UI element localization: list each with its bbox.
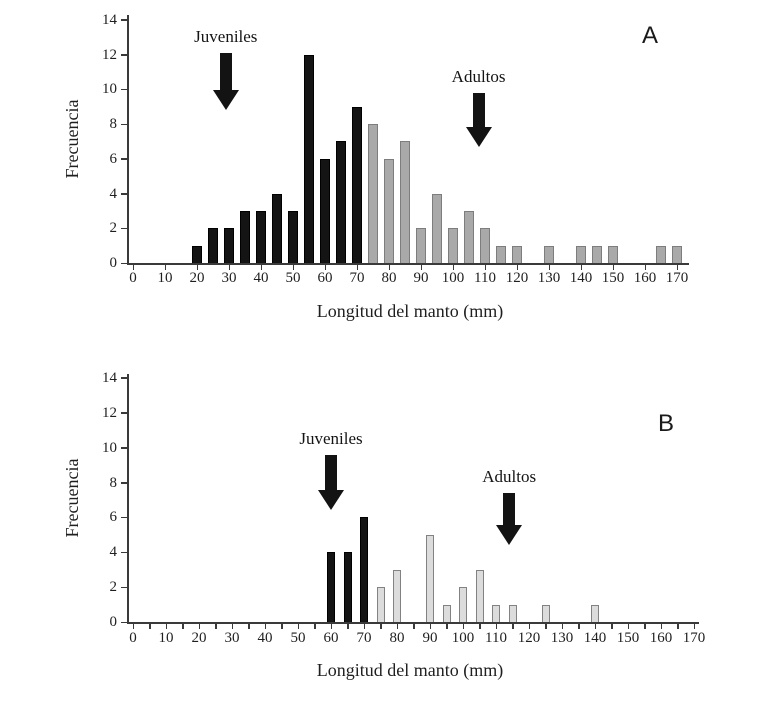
adultos-down-arrow-head-icon — [496, 525, 522, 545]
x-tick-label: 10 — [157, 270, 173, 286]
bar-adultos-95mm — [443, 605, 451, 622]
bar-adultos-115mm — [509, 605, 517, 622]
x-tick-label: 130 — [537, 270, 561, 286]
y-tick-label: 4 — [109, 544, 117, 561]
x-tick-label: 90 — [422, 630, 438, 646]
y-tick-label: 14 — [102, 11, 117, 28]
y-tick-label: 12 — [102, 404, 117, 421]
juveniles-annotation-label: Juveniles — [299, 428, 363, 448]
y-axis-title: Frecuencia — [62, 458, 82, 538]
x-tick-label: 10 — [158, 630, 174, 646]
x-tick-label: 110 — [474, 270, 496, 286]
y-tick-label: 6 — [109, 509, 117, 526]
y-tick-label: 6 — [109, 150, 117, 167]
bar-adultos-75mm — [377, 587, 385, 622]
y-tick-mark — [121, 622, 127, 624]
x-tick-label: 100 — [451, 630, 475, 646]
bar-adultos-90mm — [426, 535, 434, 622]
y-tick-mark — [121, 587, 127, 589]
y-tick-mark — [121, 482, 127, 484]
bar-adultos-80mm — [393, 570, 401, 622]
x-tick-label: 140 — [583, 630, 607, 646]
x-tick-label: 170 — [682, 630, 706, 646]
x-tick-label: 50 — [290, 630, 306, 646]
x-tick-label: 60 — [323, 630, 339, 646]
y-tick-label: 4 — [109, 185, 117, 202]
panel-letter-b: B — [658, 410, 675, 437]
x-tick-label: 20 — [191, 630, 207, 646]
x-tick-label: 30 — [221, 270, 237, 286]
y-tick-mark — [121, 447, 127, 449]
bar-adultos-125mm — [542, 605, 550, 622]
bar-juveniles-65mm — [344, 552, 352, 622]
bar-adultos-140mm — [591, 605, 599, 622]
x-tick-label: 30 — [224, 630, 240, 646]
x-tick-label: 150 — [616, 630, 640, 646]
x-tick-label: 140 — [569, 270, 593, 286]
y-axis — [127, 374, 129, 623]
juveniles-annotation-label: Juveniles — [194, 26, 258, 46]
x-tick-label: 120 — [517, 630, 541, 646]
x-tick-label: 40 — [253, 270, 269, 286]
y-axis-title: Frecuencia — [62, 99, 82, 179]
x-axis-title: Longitud del manto (mm) — [316, 660, 504, 680]
y-tick-label: 8 — [109, 116, 117, 133]
y-tick-label: 8 — [109, 474, 117, 491]
bar-juveniles-60mm — [327, 552, 335, 622]
x-axis-title: Longitud del manto (mm) — [316, 301, 504, 321]
x-tick-label: 40 — [257, 630, 273, 646]
y-tick-mark — [121, 517, 127, 519]
x-tick-label: 150 — [601, 270, 625, 286]
x-tick-label: 60 — [317, 270, 333, 286]
x-tick-label: 70 — [349, 270, 365, 286]
x-tick-label: 170 — [665, 270, 689, 286]
y-tick-label: 2 — [109, 579, 117, 596]
y-tick-label: 0 — [109, 255, 117, 271]
x-tick-label: 110 — [485, 630, 507, 646]
y-tick-label: 0 — [109, 614, 117, 630]
x-tick-label: 80 — [389, 630, 405, 646]
x-tick-label: 0 — [129, 630, 137, 646]
x-tick-label: 70 — [356, 630, 372, 646]
x-tick-label: 120 — [505, 270, 529, 286]
y-tick-mark — [121, 552, 127, 554]
x-tick-label: 160 — [633, 270, 657, 286]
x-tick-label: 50 — [285, 270, 301, 286]
x-tick-label: 90 — [413, 270, 429, 286]
bar-juveniles-70mm — [360, 517, 368, 622]
y-tick-label: 14 — [102, 369, 117, 386]
x-tick-label: 80 — [381, 270, 397, 286]
x-tick-label: 160 — [649, 630, 673, 646]
y-tick-mark — [121, 412, 127, 414]
y-tick-label: 2 — [109, 220, 117, 237]
x-tick-label: 130 — [550, 630, 574, 646]
y-tick-label: 10 — [102, 439, 117, 456]
adultos-down-arrow-icon — [503, 493, 515, 525]
y-tick-mark — [121, 377, 127, 379]
panel-letter-a: A — [642, 22, 659, 49]
bar-adultos-110mm — [492, 605, 500, 622]
x-tick-label: 0 — [129, 270, 137, 286]
y-tick-label: 10 — [102, 81, 117, 98]
x-tick-label: 20 — [189, 270, 205, 286]
bar-adultos-105mm — [476, 570, 484, 622]
adultos-annotation-label: Adultos — [482, 467, 537, 487]
bar-adultos-100mm — [459, 587, 467, 622]
y-tick-label: 12 — [102, 46, 117, 63]
juveniles-down-arrow-head-icon — [318, 490, 344, 510]
juveniles-down-arrow-icon — [325, 455, 337, 491]
adultos-annotation-label: Adultos — [451, 66, 506, 86]
x-tick-label: 100 — [441, 270, 465, 286]
